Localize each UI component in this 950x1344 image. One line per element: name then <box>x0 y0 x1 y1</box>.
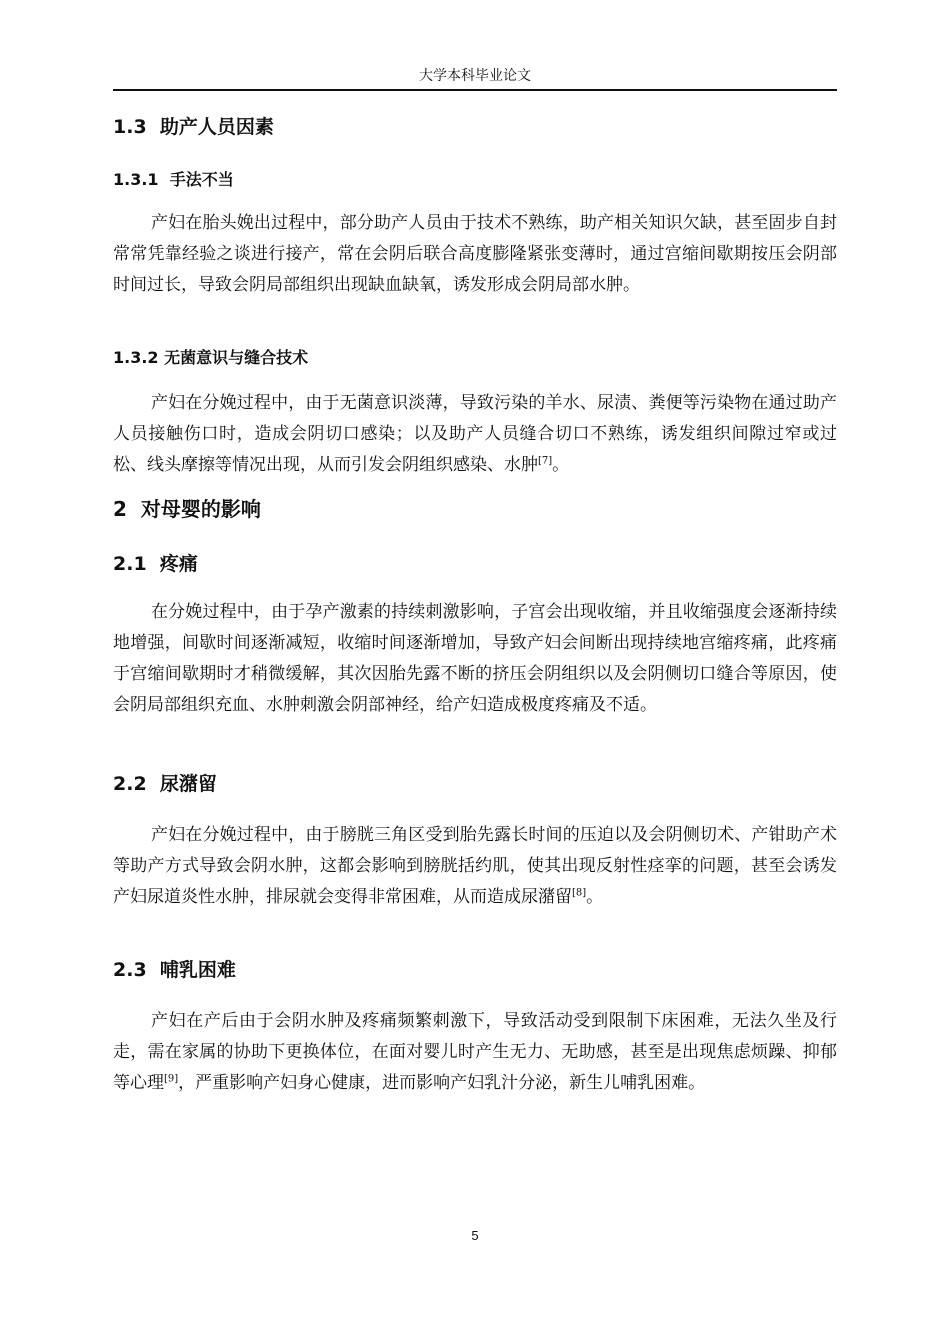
paragraph-2-2 <box>113 820 837 913</box>
paragraph-text: 产妇在产后由于会阴水肿及疼痛频繁刺激下，导致活动受到限制下床困难，无法久坐及行走，需在家属的协助下更换体位，在面对婴儿时产生无力、无助感，甚至是出现焦虑烦躁、抑郁等心理 <box>113 1011 837 1093</box>
header-rule <box>113 89 837 91</box>
subsection-title: 手法不当 <box>169 170 234 189</box>
document-page <box>113 0 837 1344</box>
subsection-number: 1.3.1 <box>113 170 159 189</box>
page-number: 5 <box>471 1228 479 1243</box>
citation-9: [9] <box>164 1073 179 1085</box>
section-title: 疼痛 <box>159 553 198 575</box>
paragraph-text: 产妇在分娩过程中，由于膀胱三角区受到胎先露长时间的压迫以及会阴侧切术、产钳助产术等助产方式导致会阴水肿，这都会影响到膀胱括约肌，使其出现反射性痉挛的问题，甚至会诱发产妇尿道炎性水肿，排尿就会变得非常困难，从而造成尿潴留 <box>113 825 837 907</box>
chapter-number: 2 <box>113 497 127 521</box>
paragraph-2-3 <box>113 1006 837 1099</box>
chapter-title: 对母婴的影响 <box>140 497 261 521</box>
section-heading-2-2 <box>113 770 217 798</box>
paragraph-1-3-1: 产妇在胎头娩出过程中，部分助产人员由于技术不熟练，助产相关知识欠缺，甚至固步自封常常凭靠经验之谈进行接产，常在会阴后联合高度膨隆紧张变薄时，通过宫缩间歇期按压会阴部时间过长，导致会阴局部组织出现缺血缺氧，诱发形成会阴局部水肿。 <box>113 213 837 295</box>
section-title: 助产人员因素 <box>159 116 274 138</box>
section-title: 尿潴留 <box>159 773 217 795</box>
section-title: 哺乳困难 <box>159 959 236 981</box>
citation-7: [7] <box>538 455 553 467</box>
paragraph-text: 产妇在分娩过程中，由于无菌意识淡薄，导致污染的羊水、尿渍、粪便等污染物在通过助产人员接触伤口时，造成会阴切口感染；以及助产人员缝合切口不熟练，诱发组织间隙过窄或过松、线头摩擦等情况出现，从而引发会阴组织感染、水肿 <box>113 393 837 475</box>
subsection-number: 1.3.2 <box>113 348 159 367</box>
section-heading-2-1 <box>113 550 198 578</box>
section-number: 2.3 <box>113 959 147 981</box>
paragraph-end: 。 <box>552 455 570 475</box>
section-number: 2.2 <box>113 773 147 795</box>
subsection-title: 无菌意识与缝合技术 <box>164 348 309 367</box>
subsection-heading-1-3-2 <box>113 346 308 370</box>
paragraph-text-continued: ，严重影响产妇身心健康，进而影响产妇乳汁分泌，新生儿哺乳困难。 <box>178 1073 706 1093</box>
paragraph-2-1: 在分娩过程中，由于孕产激素的持续刺激影响，子宫会出现收缩，并且收缩强度会逐渐持续地增强，间歇时间逐渐减短，收缩时间逐渐增加，导致产妇会间断出现持续地宫缩疼痛，此疼痛于宫缩间歇期时才稍微缓解，其次因胎先露不断的挤压会阴组织以及会阴侧切口缝合等原因，使会阴局部组织充血、水肿刺激会阴部神经，给产妇造成极度疼痛及不适。 <box>113 602 837 715</box>
section-number: 1.3 <box>113 116 147 138</box>
paragraph-1-3-2 <box>113 388 837 481</box>
citation-8: [8] <box>572 887 587 899</box>
section-number: 2.1 <box>113 553 147 575</box>
chapter-heading-2 <box>113 494 261 524</box>
paragraph-end: 。 <box>586 887 604 907</box>
section-heading-1-3 <box>113 113 274 141</box>
subsection-heading-1-3-1 <box>113 168 234 192</box>
section-heading-2-3 <box>113 956 236 984</box>
running-header: 大学本科毕业论文 <box>419 68 531 84</box>
